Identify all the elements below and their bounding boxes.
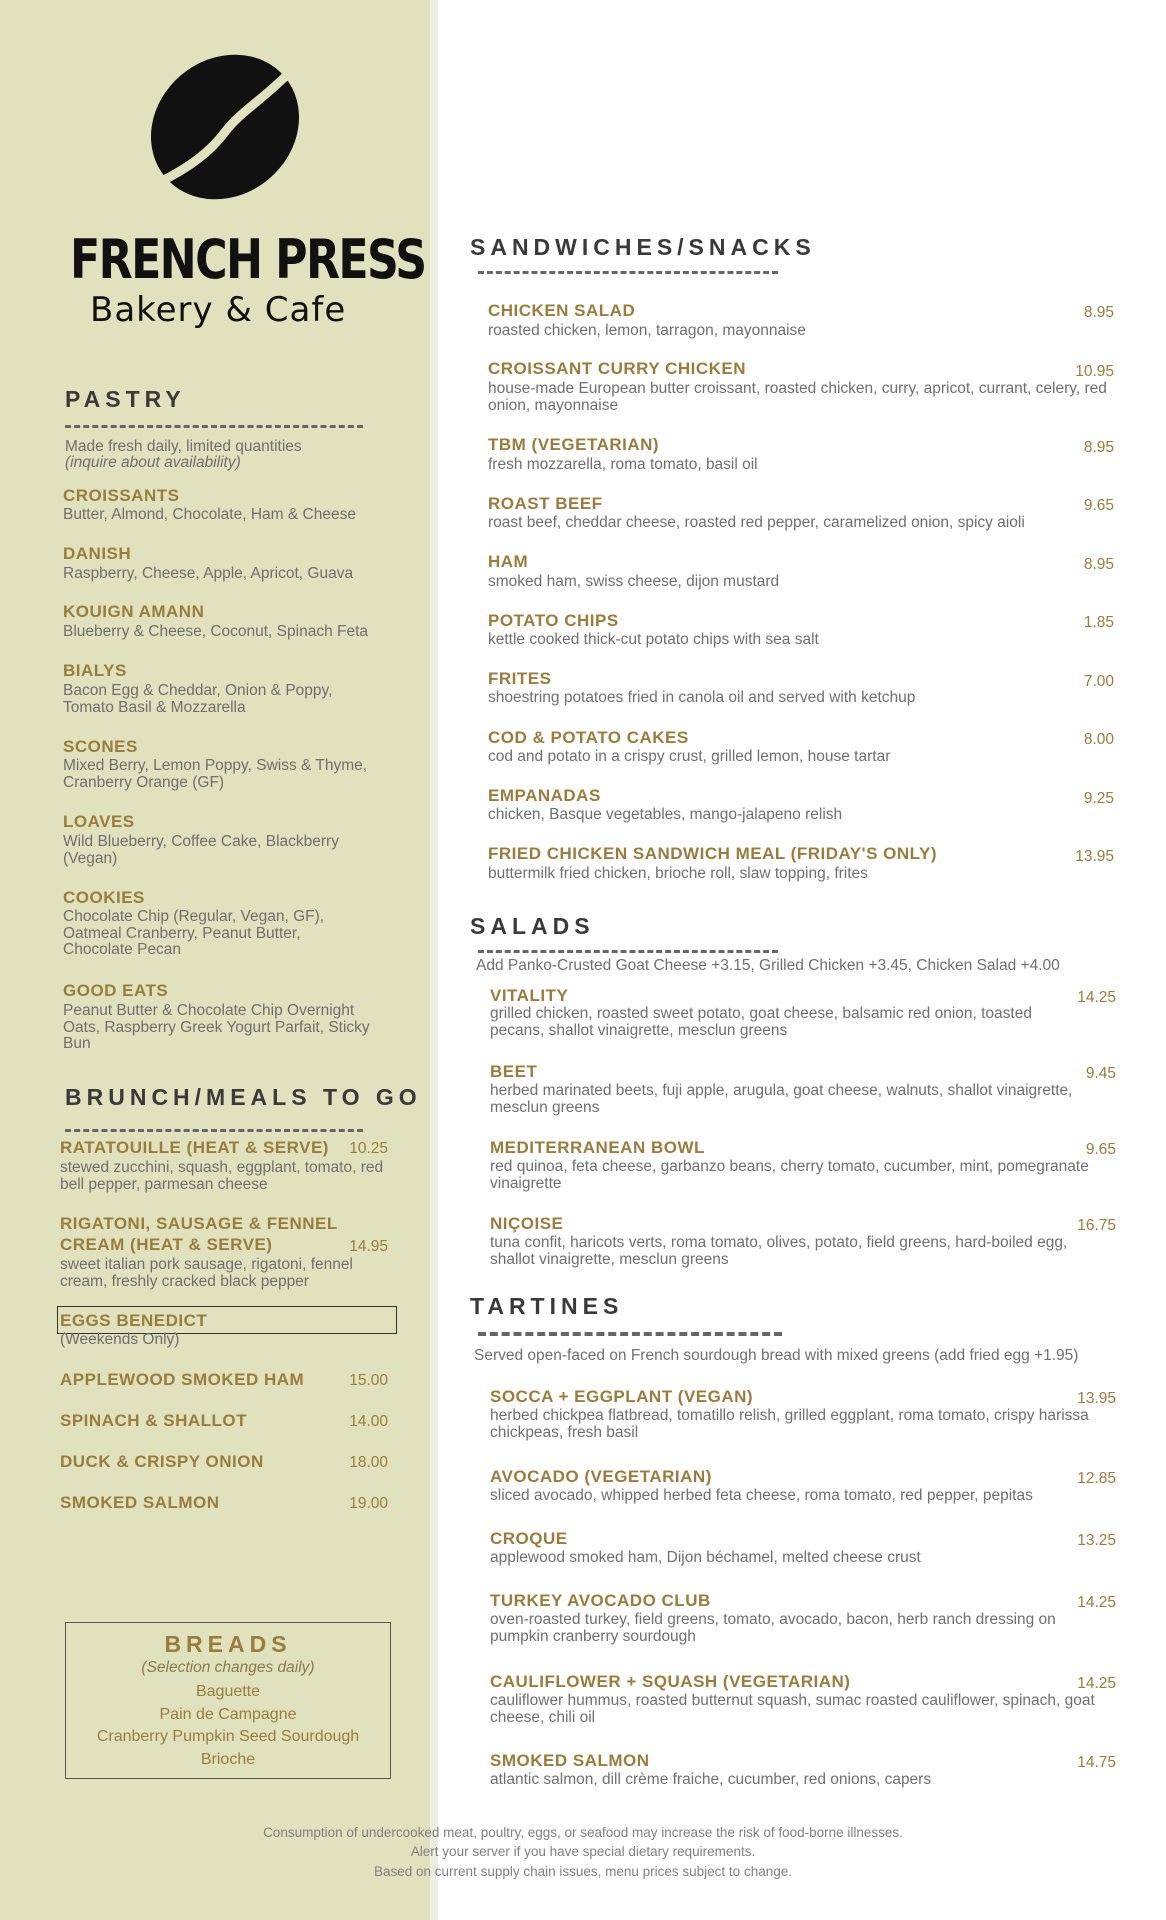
pastry-item-name: BIALYS [63, 661, 127, 680]
sandwiches-divider [478, 271, 778, 274]
pastry-divider [65, 425, 363, 428]
tartine-item-desc: oven-roasted turkey, field greens, tomato, avocado, bacon, herb ranch dressing on pumpkin cranberry sourdough [490, 1611, 1056, 1645]
salad-item-price: 16.75 [1077, 1217, 1116, 1234]
footer-line: Based on current supply chain issues, menu prices subject to change. [374, 1864, 792, 1879]
tartine-item-price: 12.85 [1077, 1470, 1116, 1487]
sandwich-item-desc: smoked ham, swiss cheese, dijon mustard [488, 573, 780, 590]
tartine-item-name: AVOCADO (VEGETARIAN) [490, 1467, 712, 1486]
sandwich-item-price: 1.85 [1083, 614, 1114, 631]
brunch-item-name-line2: CREAM (HEAT & SERVE) [60, 1235, 273, 1254]
brunch-item-price: 10.25 [349, 1140, 388, 1157]
tartine-item-price: 13.25 [1077, 1532, 1116, 1549]
sandwich-item-price: 9.25 [1083, 790, 1114, 807]
bread-item: Baguette [195, 1683, 261, 1700]
eggs-benedict-title: EGGS BENEDICT [60, 1311, 208, 1330]
pastry-item-name: KOUIGN AMANN [63, 602, 205, 621]
tartine-item-desc: applewood smoked ham, Dijon béchamel, melted cheese crust [490, 1549, 921, 1566]
sandwich-item-name: ROAST BEEF [488, 494, 603, 513]
pastry-item-name: CROISSANTS [63, 486, 180, 505]
pastry-item-desc: Butter, Almond, Chocolate, Ham & Cheese [63, 506, 356, 523]
sandwich-item-price: 8.95 [1083, 556, 1114, 573]
tartine-item-desc: herbed chickpea flatbread, tomatillo relish, grilled eggplant, roma tomato, crispy harissa chickpeas, fresh basil [490, 1407, 1089, 1441]
sandwich-item-name: HAM [488, 552, 529, 571]
salad-item-desc: tuna confit, haricots verts, roma tomato, olives, potato, field greens, hard-boiled egg, shallot vinaigrette, mesclun greens [490, 1234, 1068, 1268]
brunch-item-desc: stewed zucchini, squash, eggplant, tomato, red bell pepper, parmesan cheese [60, 1159, 384, 1193]
pastry-item-desc: Raspberry, Cheese, Apple, Apricot, Guava [63, 565, 354, 582]
sandwich-item-price: 7.00 [1083, 673, 1114, 690]
sandwich-item-desc: chicken, Basque vegetables, mango-jalapeno relish [488, 806, 843, 823]
coffee-bean-icon [140, 42, 310, 212]
pastry-item-desc: Chocolate Chip (Regular, Vegan, GF), Oatmeal Cranberry, Peanut Butter, Chocolate Pecan [63, 908, 325, 958]
brunch-title: BRUNCH/MEALS TO GO [65, 1084, 422, 1110]
pastry-note: Made fresh daily, limited quantities [65, 438, 302, 455]
sandwich-item-price: 8.00 [1083, 731, 1114, 748]
benedict-item-price: 15.00 [349, 1372, 388, 1389]
sandwich-item-name: EMPANADAS [488, 786, 601, 805]
tartine-item-name: CAULIFLOWER + SQUASH (VEGETARIAN) [490, 1672, 851, 1691]
salad-item-desc: grilled chicken, roasted sweet potato, goat cheese, balsamic red onion, toasted pecans, shallot vinaigrette, mesclun greens [490, 1005, 1032, 1039]
footer-line: Alert your server if you have special dietary requirements. [410, 1844, 756, 1859]
salads-note: Add Panko-Crusted Goat Cheese +3.15, Grilled Chicken +3.45, Chicken Salad +4.00 [476, 957, 1060, 974]
tartine-item-name: SMOKED SALMON [490, 1751, 650, 1770]
benedict-item-name: SPINACH & SHALLOT [60, 1411, 247, 1430]
brunch-item-name: RATATOUILLE (HEAT & SERVE) [60, 1138, 329, 1157]
tartine-item-price: 13.95 [1077, 1390, 1116, 1407]
benedict-item-name: APPLEWOOD SMOKED HAM [60, 1370, 305, 1389]
salad-item-name: NIÇOISE [490, 1214, 564, 1233]
tartines-divider [478, 1332, 782, 1336]
brunch-item-name: RIGATONI, SAUSAGE & FENNEL [60, 1214, 338, 1233]
salads-divider [478, 950, 778, 953]
bread-item: Brioche [200, 1750, 256, 1768]
pastry-item-name: DANISH [63, 544, 132, 563]
brunch-item-desc: sweet italian pork sausage, rigatoni, fennel cream, freshly cracked black pepper [60, 1256, 353, 1290]
benedict-item-price: 19.00 [349, 1495, 388, 1512]
benedict-item-price: 18.00 [349, 1454, 388, 1471]
benedict-item-name: DUCK & CRISPY ONION [60, 1452, 264, 1471]
sandwich-item-desc: fresh mozzarella, roma tomato, basil oil [488, 456, 758, 473]
sandwiches-title: SANDWICHES/SNACKS [470, 234, 816, 260]
pastry-item-name: LOAVES [63, 812, 135, 831]
tartine-item-price: 14.25 [1077, 1675, 1116, 1692]
sandwich-item-name: POTATO CHIPS [488, 611, 619, 630]
bread-item: Pain de Campagne [159, 1705, 297, 1723]
pastry-item-name: COOKIES [63, 888, 145, 907]
pastry-item-name: SCONES [63, 737, 138, 756]
sandwich-item-desc: roast beef, cheddar cheese, roasted red pepper, caramelized onion, spicy aioli [488, 514, 1025, 531]
tartine-item-name: SOCCA + EGGPLANT (VEGAN) [490, 1387, 754, 1406]
sandwich-item-desc: roasted chicken, lemon, tarragon, mayonnaise [488, 322, 806, 339]
salad-item-price: 9.65 [1085, 1141, 1116, 1158]
breads-box [65, 1622, 391, 1779]
pastry-item-name: GOOD EATS [63, 981, 169, 1000]
salad-item-name: VITALITY [490, 986, 569, 1005]
pastry-item-desc: Blueberry & Cheese, Coconut, Spinach Feta [63, 623, 369, 640]
tartine-item-desc: sliced avocado, whipped herbed feta cheese, roma tomato, red pepper, pepitas [490, 1487, 1033, 1504]
bread-item: Cranberry Pumpkin Seed Sourdough [96, 1728, 360, 1745]
sandwich-item-name: COD & POTATO CAKES [488, 728, 689, 747]
brunch-divider [65, 1129, 363, 1132]
sandwich-item-desc: cod and potato in a crispy crust, grilled lemon, house tartar [488, 748, 891, 765]
tartine-item-price: 14.75 [1077, 1754, 1116, 1771]
sandwich-item-name: CHICKEN SALAD [488, 301, 636, 320]
pastry-title: PASTRY [65, 386, 186, 412]
brand-subtitle: Bakery & Cafe [90, 290, 347, 330]
salads-title: SALADS [470, 913, 595, 939]
salad-item-desc: herbed marinated beets, fuji apple, arugula, goat cheese, walnuts, shallot vinaigrette, mesclun greens [490, 1082, 1073, 1116]
tartines-title: TARTINES [470, 1293, 624, 1319]
salad-item-desc: red quinoa, feta cheese, garbanzo beans, cherry tomato, cucumber, mint, pomegranate vinaigrette [490, 1158, 1089, 1192]
pastry-note-italic: (inquire about availability) [65, 454, 241, 471]
pastry-item-desc: Peanut Butter & Chocolate Chip Overnight Oats, Raspberry Greek Yogurt Parfait, Sticky Bun [63, 1002, 370, 1052]
pastry-item-desc: Mixed Berry, Lemon Poppy, Swiss & Thyme, Cranberry Orange (GF) [63, 757, 368, 791]
sandwich-item-price: 8.95 [1083, 304, 1114, 321]
sandwich-item-price: 8.95 [1083, 439, 1114, 456]
tartine-item-desc: atlantic salmon, dill crème fraiche, cucumber, red onions, capers [490, 1771, 932, 1788]
salad-item-name: BEET [490, 1062, 538, 1081]
pastry-item-desc: Bacon Egg & Cheddar, Onion & Poppy, Tomato Basil & Mozzarella [63, 682, 333, 716]
sandwich-item-desc: shoestring potatoes fried in canola oil and served with ketchup [488, 689, 916, 706]
sandwich-item-price: 10.95 [1075, 363, 1114, 380]
benedict-item-name: SMOKED SALMON [60, 1493, 220, 1512]
salad-item-price: 14.25 [1077, 989, 1116, 1006]
footer-line: Consumption of undercooked meat, poultry, eggs, or seafood may increase the risk of food-borne illnesses. [263, 1825, 903, 1840]
pastry-item-desc: Wild Blueberry, Coffee Cake, Blackberry (Vegan) [63, 833, 339, 867]
salad-item-name: MEDITERRANEAN BOWL [490, 1138, 705, 1157]
breads-subtitle: (Selection changes daily) [141, 1659, 315, 1676]
sandwich-item-name: FRITES [488, 669, 552, 688]
sandwich-item-name: CROISSANT CURRY CHICKEN [488, 359, 747, 378]
sandwich-item-name: TBM (VEGETARIAN) [488, 435, 660, 454]
sandwich-item-price: 9.65 [1083, 497, 1114, 514]
benedict-item-price: 14.00 [349, 1413, 388, 1430]
tartine-item-name: TURKEY AVOCADO CLUB [490, 1591, 711, 1610]
tartines-note: Served open-faced on French sourdough bread with mixed greens (add fried egg +1.95) [474, 1347, 1079, 1364]
sandwich-item-desc: kettle cooked thick-cut potato chips with sea salt [488, 631, 819, 648]
tartine-item-name: CROQUE [490, 1529, 568, 1548]
tartine-item-price: 14.25 [1077, 1594, 1116, 1611]
sandwich-item-price: 13.95 [1075, 848, 1114, 865]
brunch-item-price: 14.95 [349, 1238, 388, 1255]
sandwich-item-desc: buttermilk fried chicken, brioche roll, slaw topping, frites [488, 865, 868, 882]
breads-title: BREADS [164, 1631, 292, 1657]
brand-title: FRENCH PRESS [70, 228, 426, 291]
tartine-item-desc: cauliflower hummus, roasted butternut squash, sumac roasted cauliflower, spinach, goat cheese, chili oil [490, 1692, 1095, 1726]
panel-divider [430, 0, 438, 1920]
sandwich-item-name: FRIED CHICKEN SANDWICH MEAL (FRIDAY'S ONLY) [488, 844, 937, 863]
salad-item-price: 9.45 [1085, 1065, 1116, 1082]
eggs-benedict-note: (Weekends Only) [60, 1331, 180, 1348]
sandwich-item-desc: house-made European butter croissant, roasted chicken, curry, apricot, currant, celery, red onion, mayonnaise [488, 380, 1107, 414]
